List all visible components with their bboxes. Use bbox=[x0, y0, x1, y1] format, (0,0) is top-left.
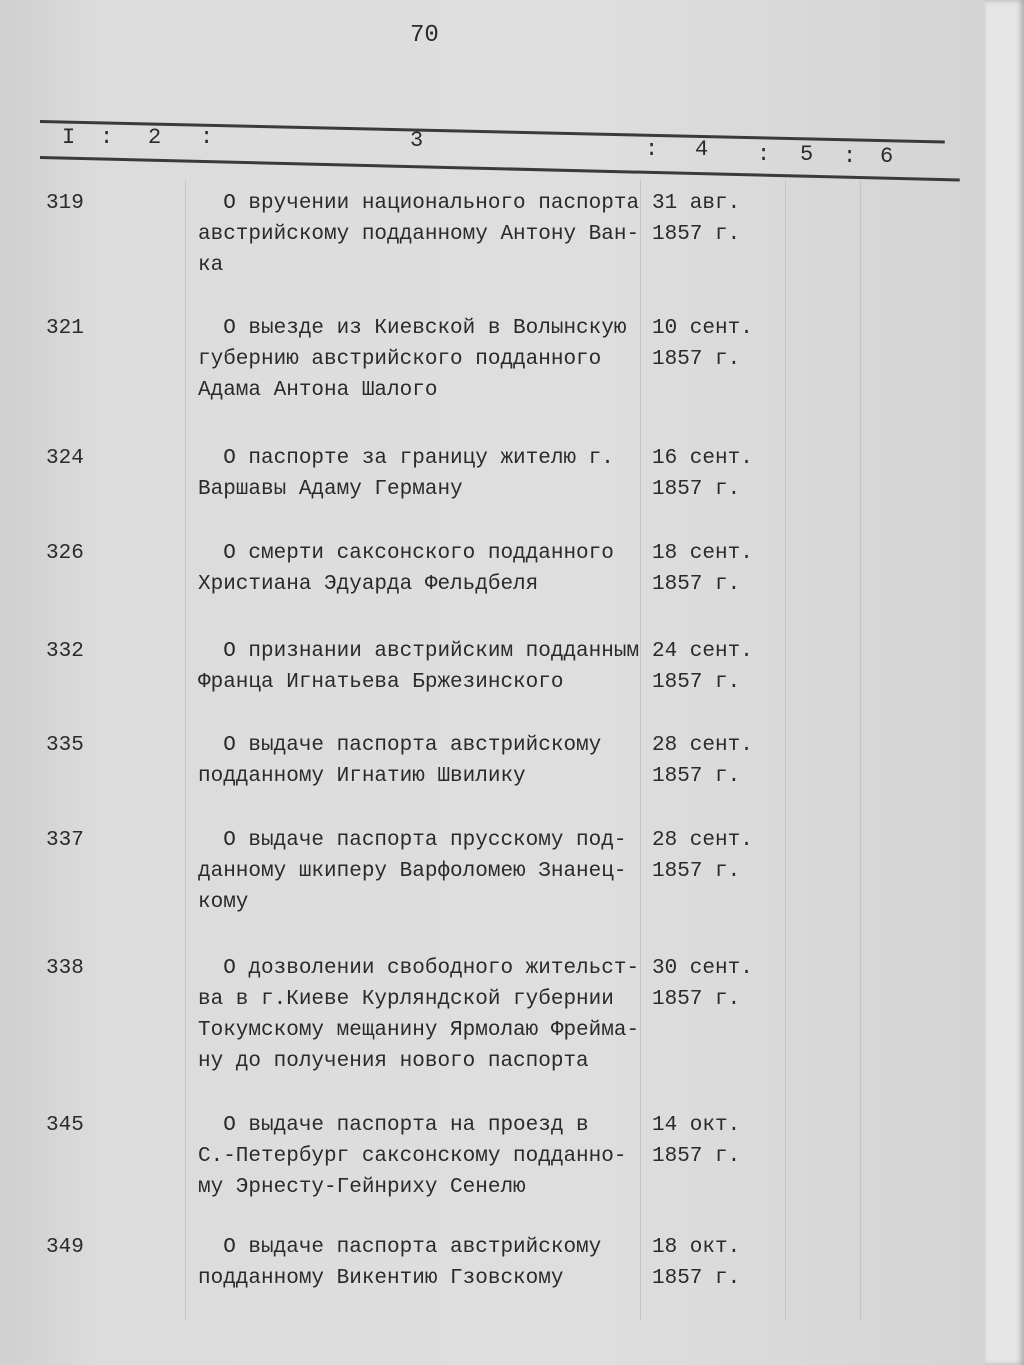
column-separator: : bbox=[843, 144, 857, 169]
entry-description: О паспорте за границу жителю г. Варшавы Адаму Герману bbox=[198, 447, 614, 501]
entry-date: 24 сент. 1857 г. bbox=[652, 640, 753, 694]
entry-date: 28 сент. 1857 г. bbox=[652, 829, 753, 883]
entry-number: 345 bbox=[46, 1114, 84, 1137]
entry-number: 319 bbox=[46, 192, 84, 215]
entry-description: О смерти саксонского подданного Христиана Эдуарда Фельдбеля bbox=[198, 542, 614, 596]
entry-date: 18 сент. 1857 г. bbox=[652, 542, 753, 596]
entry-description: О выдаче паспорта прусскому под- данному шкиперу Варфоломею Знанец- кому bbox=[198, 829, 627, 914]
page-number: 70 bbox=[410, 22, 439, 49]
column-header: 6 bbox=[880, 144, 894, 169]
entry-number: 332 bbox=[46, 640, 84, 663]
entry-date: 16 сент. 1857 г. bbox=[652, 447, 753, 501]
column-separator: : bbox=[200, 125, 214, 150]
column-divider bbox=[860, 180, 861, 1320]
column-divider bbox=[785, 180, 786, 1320]
entry-description: О выезде из Киевской в Волынскую губернию австрийского подданного Адама Антона Шалого bbox=[198, 317, 627, 402]
entry-number: 338 bbox=[46, 957, 84, 980]
column-header: 5 bbox=[800, 142, 814, 167]
column-separator: : bbox=[757, 142, 771, 167]
column-header: 2 bbox=[148, 125, 162, 150]
entry-description: О признании австрийским подданным Франца Игнатьева Бржезинского bbox=[198, 640, 640, 694]
column-separator: : bbox=[645, 137, 659, 162]
column-divider bbox=[185, 180, 186, 1320]
header-rule-bottom bbox=[40, 156, 960, 181]
column-header: I bbox=[62, 125, 76, 150]
entry-description: О выдаче паспорта на проезд в С.-Петербург саксонскому подданно- му Эрнесту-Гейнриху Сенелю bbox=[198, 1114, 627, 1199]
page-edge bbox=[985, 0, 1024, 1365]
column-separator: : bbox=[100, 125, 114, 150]
entry-description: О выдаче паспорта австрийскому подданному Игнатию Швилику bbox=[198, 734, 602, 788]
entry-date: 18 окт. 1857 г. bbox=[652, 1236, 741, 1290]
entry-date: 31 авг. 1857 г. bbox=[652, 192, 741, 246]
entry-date: 28 сент. 1857 г. bbox=[652, 734, 753, 788]
entry-description: О дозволении свободного жительст- ва в г.Киеве Курляндской губернии Токумскому мещанину Ярмолаю Фрейма- ну до получения нового паспорта bbox=[198, 957, 640, 1073]
header-rule-top bbox=[40, 120, 945, 144]
entry-description: О выдаче паспорта австрийскому подданному Викентию Гзовскому bbox=[198, 1236, 602, 1290]
entry-number: 337 bbox=[46, 829, 84, 852]
column-header: 4 bbox=[695, 137, 709, 162]
entry-number: 321 bbox=[46, 317, 84, 340]
entry-date: 10 сент. 1857 г. bbox=[652, 317, 753, 371]
entry-number: 326 bbox=[46, 542, 84, 565]
entry-description: О вручении национального паспорта австрийскому подданному Антону Ван- ка bbox=[198, 192, 640, 277]
entry-number: 324 bbox=[46, 447, 84, 470]
entry-date: 14 окт. 1857 г. bbox=[652, 1114, 741, 1168]
entry-number: 349 bbox=[46, 1236, 84, 1259]
entry-date: 30 сент. 1857 г. bbox=[652, 957, 753, 1011]
entry-number: 335 bbox=[46, 734, 84, 757]
column-header: 3 bbox=[410, 128, 424, 153]
